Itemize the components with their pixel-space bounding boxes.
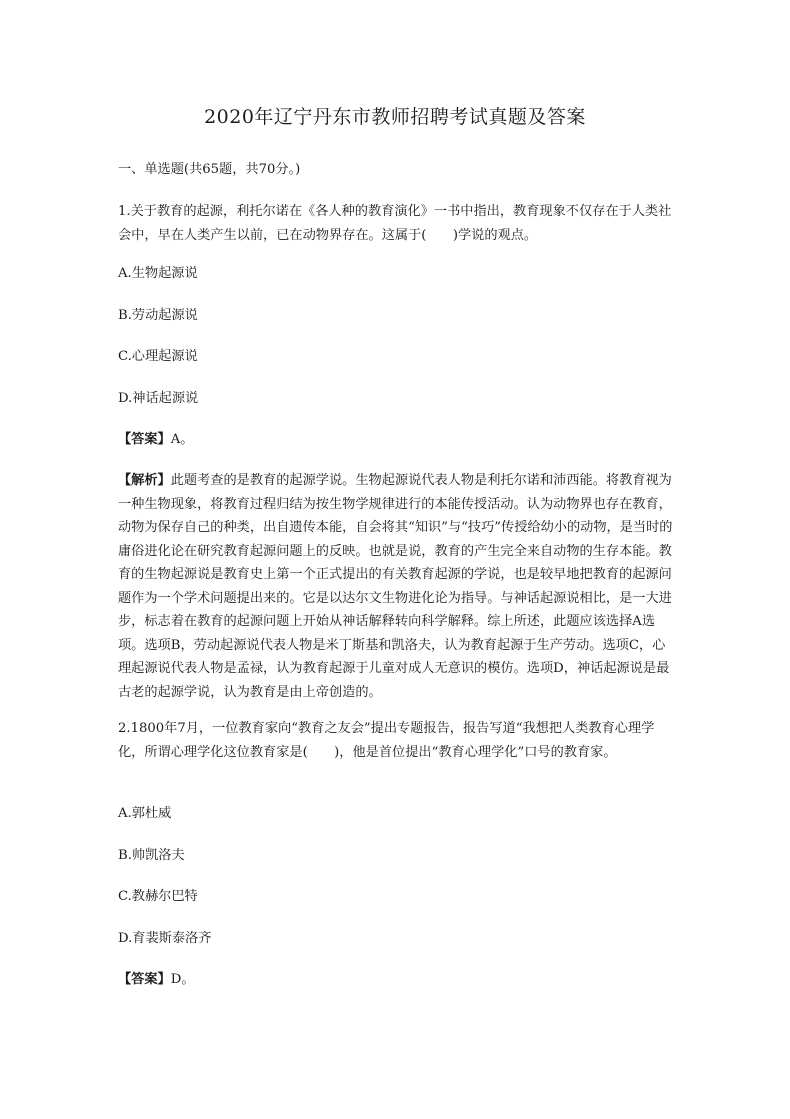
question-1-stem: 1.关于教育的起源，利托尔诺在《各人种的教育演化》一书中指出，教育现象不仅存在于人类社会中，早在人类产生以前，已在动物界存在。这属于( )学说的观点。 bbox=[118, 204, 672, 243]
answer-value: D。 bbox=[170, 972, 195, 987]
question-1-option-c: C.心理起源说 bbox=[118, 349, 198, 364]
question-1-option-d: D.神话起源说 bbox=[118, 391, 199, 406]
question-2-answer bbox=[118, 968, 678, 992]
answer-label: 【答案】 bbox=[118, 972, 171, 987]
document-title: 2020年辽宁丹东市教师招聘考试真题及答案 bbox=[204, 106, 586, 128]
question-2-option-b: B.帅凯洛夫 bbox=[118, 848, 185, 863]
question-1-analysis bbox=[118, 469, 678, 704]
question-2-stem: 2.1800年7月，一位教育家向“教育之友会”提出专题报告，报告写道“我想把人类教育心理学化，所谓心理学化这位教育家是( )，他是首位提出“教育心理学化”口号的教育家。 bbox=[118, 721, 655, 760]
analysis-label: 【解析】 bbox=[118, 473, 171, 488]
analysis-text: 此题考查的是教育的起源学说。生物起源说代表人物是利托尔诺和沛西能。将教育视为一种生物现象，将教育过程归结为按生物学规律进行的本能传授活动。认为动物界也存在教育，动物为保存自己的种类，出自遗传本能，自会将其“知识”与“技巧”传授给幼小的动物，是当时的庸俗进化论在研究教育起源问题上的反映。也就是说，教育的产生完全来自动物的生存本能。教育的生物起源说是教育史上第一个正式提出的有关教育起源的学说，也是较早地把教育的起源问题作为一个学术问题提出来的。它是以达尔文生物进化论为指导。与神话起源说相比，是一大进步，标志着在教育的起源问题上开始从神话解释转向科学解释。综上所述，此题应该选择A选项。选项B，劳动起源说代表人物是米丁斯基和凯洛夫，认为教育起源于生产劳动。选项C，心理起源说代表人物是孟禄，认为教育起源于儿童对成人无意识的模仿。选项D，神话起源说是最古老的起源学说，认为教育是由上帝创造的。 bbox=[118, 473, 673, 700]
question-2-option-a: A.郭杜威 bbox=[118, 806, 172, 821]
answer-label: 【答案】 bbox=[118, 432, 171, 447]
question-2-option-c: C.教赫尔巴特 bbox=[118, 889, 198, 904]
question-1-answer bbox=[118, 428, 678, 452]
answer-value: A。 bbox=[170, 432, 194, 447]
question-2-option-d: D.育裴斯泰洛齐 bbox=[118, 931, 212, 946]
section-header: 一、单选题(共65题，共70分。) bbox=[118, 162, 301, 177]
question-1-option-a: A.生物起源说 bbox=[118, 266, 198, 281]
question-1-option-b: B.劳动起源说 bbox=[118, 308, 198, 323]
